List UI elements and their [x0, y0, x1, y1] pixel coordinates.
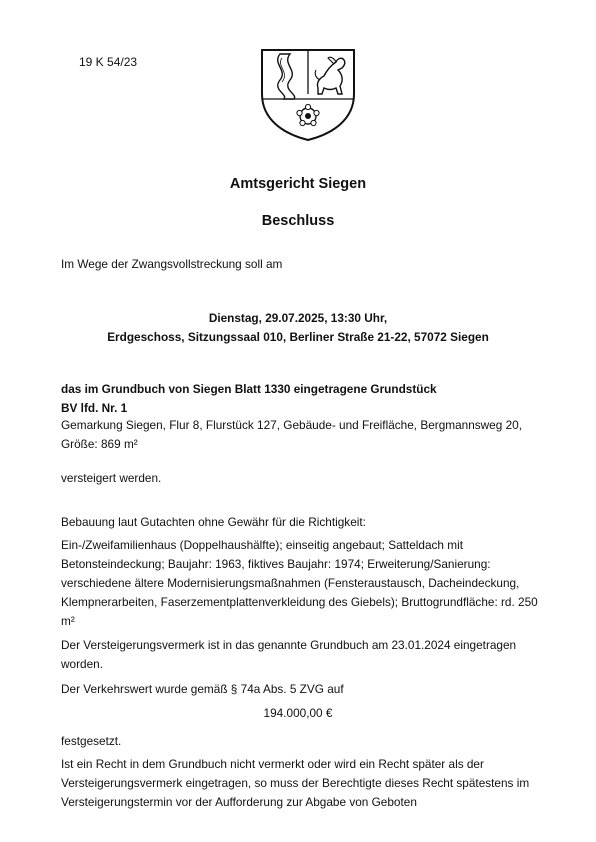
- building-heading: Bebauung laut Gutachten ohne Gewähr für die Richtigkeit:: [61, 515, 366, 529]
- value-intro: Der Verkehrswert wurde gemäß § 74a Abs. 5 ZVG auf: [61, 682, 344, 696]
- nrw-coat-of-arms-icon: [258, 44, 358, 142]
- property-heading: das im Grundbuch von Siegen Blatt 1330 eingetragene Grundstück: [61, 382, 437, 396]
- value-outro: festgesetzt.: [61, 734, 122, 748]
- building-description: Ein-/Zweifamilienhaus (Doppelhaushälfte); einseitig angebaut; Satteldach mit Betonsteindeckung; Baujahr: 1963, fiktives Baujahr: 1974; Erweiterung/Sanierung: verschiedene ältere Modernisierungsmaßnahmen (Fensteraustausch, Dacheindeckung, Klempnerarbeiten, Faserzementplattenverkleidung des Giebels); Bruttogrundfläche: rd. 250 m²: [61, 538, 538, 628]
- property-bv: BV lfd. Nr. 1: [61, 401, 128, 415]
- property-description: Gemarkung Siegen, Flur 8, Flurstück 127, Gebäude- und Freifläche, Bergmannsweg 20, Größe: 869 m²: [61, 418, 522, 451]
- auction-statement: versteigert werden.: [61, 471, 162, 485]
- auction-location: Erdgeschoss, Sitzungssaal 010, Berliner Straße 21-22, 57072 Siegen: [107, 330, 489, 344]
- case-number: 19 K 54/23: [79, 55, 138, 69]
- document-title: Beschluss: [261, 213, 335, 229]
- rights-note: Ist ein Recht in dem Grundbuch nicht vermerkt oder wird ein Recht später als der Versteigerungsvermerk eingetragen, so muss der Berechtigte dieses Recht spätestens im Versteigerungstermin vor der Aufforderung zur Abgabe von Geboten: [61, 757, 530, 809]
- auction-date: Dienstag, 29.07.2025, 13:30 Uhr,: [208, 311, 388, 325]
- entry-note: Der Versteigerungsvermerk ist in das genannte Grundbuch am 23.01.2024 eingetragen worden.: [61, 638, 517, 671]
- court-name: Amtsgericht Siegen: [229, 176, 367, 192]
- market-value: 194.000,00 €: [263, 706, 333, 720]
- intro-text: Im Wege der Zwangsvollstreckung soll am: [61, 257, 283, 271]
